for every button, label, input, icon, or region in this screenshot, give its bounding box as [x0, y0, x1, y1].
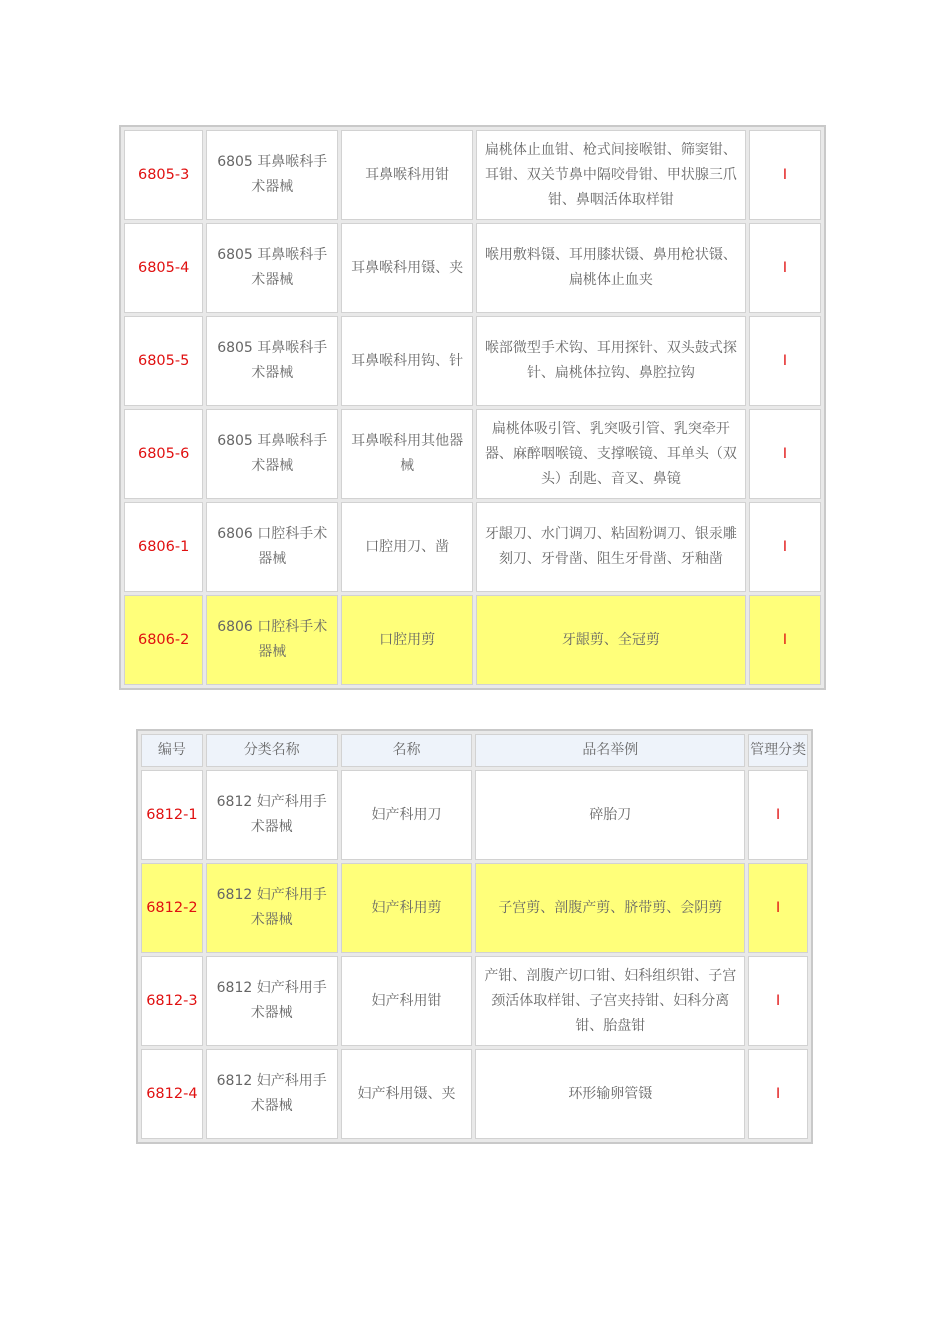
- management-class: I: [748, 956, 808, 1046]
- category-name: 6806 口腔科手术器械: [206, 595, 338, 685]
- item-code: 6806-2: [124, 595, 203, 685]
- table-row: [124, 223, 821, 313]
- item-code: 6812-3: [141, 956, 203, 1046]
- item-name: 妇产科用镊、夹: [341, 1049, 473, 1139]
- item-examples: 扁桃体止血钳、枪式间接喉钳、筛窦钳、耳钳、双关节鼻中隔咬骨钳、甲状腺三爪钳、鼻咽活体取样钳: [476, 130, 746, 220]
- item-name: 耳鼻喉科用其他器械: [341, 409, 473, 499]
- table-row-highlighted: [124, 595, 821, 685]
- management-class: I: [748, 863, 808, 953]
- table-row: [124, 316, 821, 406]
- table-row: [124, 502, 821, 592]
- item-code: 6805-3: [124, 130, 203, 220]
- management-class: I: [749, 595, 821, 685]
- category-name: 6805 耳鼻喉科手术器械: [206, 130, 338, 220]
- category-name: 6812 妇产科用手术器械: [206, 863, 338, 953]
- management-class: I: [749, 316, 821, 406]
- table-header-row: [141, 734, 808, 767]
- table-row-highlighted: [141, 863, 808, 953]
- table-row: [141, 956, 808, 1046]
- item-name: 耳鼻喉科用钳: [341, 130, 473, 220]
- header-examples: 品名举例: [475, 734, 745, 767]
- management-class: I: [749, 130, 821, 220]
- table-row: [124, 130, 821, 220]
- management-class: I: [749, 409, 821, 499]
- management-class: I: [749, 223, 821, 313]
- item-code: 6806-1: [124, 502, 203, 592]
- header-class: 管理分类: [748, 734, 808, 767]
- item-examples: 扁桃体吸引管、乳突吸引管、乳突牵开器、麻醉咽喉镜、支撑喉镜、耳单头（双头）刮匙、音叉、鼻镜: [476, 409, 746, 499]
- category-name: 6805 耳鼻喉科手术器械: [206, 409, 338, 499]
- item-code: 6812-4: [141, 1049, 203, 1139]
- item-code: 6805-6: [124, 409, 203, 499]
- item-name: 妇产科用钳: [341, 956, 473, 1046]
- item-name: 妇产科用剪: [341, 863, 473, 953]
- item-code: 6812-1: [141, 770, 203, 860]
- category-name: 6812 妇产科用手术器械: [206, 956, 338, 1046]
- item-name: 妇产科用刀: [341, 770, 473, 860]
- item-name: 耳鼻喉科用钩、针: [341, 316, 473, 406]
- item-name: 口腔用剪: [341, 595, 473, 685]
- item-examples: 牙龈剪、全冠剪: [476, 595, 746, 685]
- management-class: I: [748, 1049, 808, 1139]
- table-row: [141, 1049, 808, 1139]
- category-name: 6805 耳鼻喉科手术器械: [206, 223, 338, 313]
- header-name: 名称: [341, 734, 473, 767]
- category-name: 6812 妇产科用手术器械: [206, 1049, 338, 1139]
- item-examples: 喉部微型手术钩、耳用探针、双头鼓式探针、扁桃体拉钩、鼻腔拉钩: [476, 316, 746, 406]
- item-name: 口腔用刀、凿: [341, 502, 473, 592]
- item-examples: 环形输卵管镊: [475, 1049, 745, 1139]
- item-examples: 产钳、剖腹产切口钳、妇科组织钳、子宫颈活体取样钳、子宫夹持钳、妇科分离钳、胎盘钳: [475, 956, 745, 1046]
- management-class: I: [749, 502, 821, 592]
- catalog-table-1: [119, 125, 826, 690]
- category-name: 6805 耳鼻喉科手术器械: [206, 316, 338, 406]
- table-row: [141, 770, 808, 860]
- category-name: 6806 口腔科手术器械: [206, 502, 338, 592]
- category-name: 6812 妇产科用手术器械: [206, 770, 338, 860]
- catalog-table-2: [136, 729, 813, 1144]
- item-name: 耳鼻喉科用镊、夹: [341, 223, 473, 313]
- item-examples: 牙龈刀、水门调刀、粘固粉调刀、银汞雕刻刀、牙骨凿、阻生牙骨凿、牙釉凿: [476, 502, 746, 592]
- management-class: I: [748, 770, 808, 860]
- header-code: 编号: [141, 734, 203, 767]
- item-examples: 碎胎刀: [475, 770, 745, 860]
- item-code: 6805-5: [124, 316, 203, 406]
- header-category: 分类名称: [206, 734, 338, 767]
- item-examples: 子宫剪、剖腹产剪、脐带剪、会阴剪: [475, 863, 745, 953]
- table-row: [124, 409, 821, 499]
- item-code: 6812-2: [141, 863, 203, 953]
- item-code: 6805-4: [124, 223, 203, 313]
- item-examples: 喉用敷料镊、耳用膝状镊、鼻用枪状镊、扁桃体止血夹: [476, 223, 746, 313]
